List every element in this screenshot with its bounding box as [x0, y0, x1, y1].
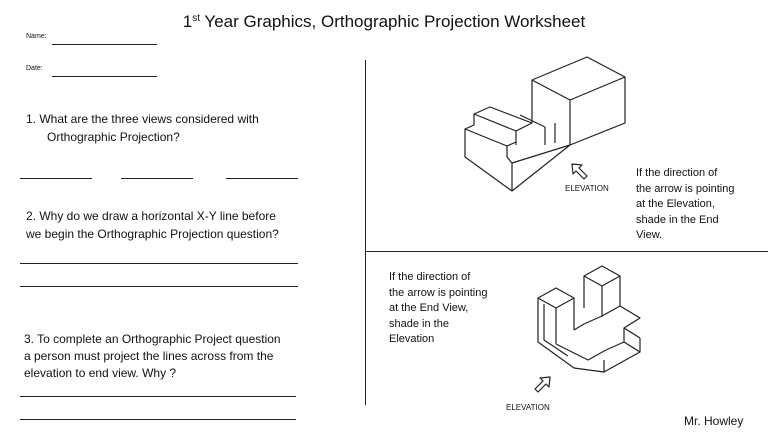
bottom-note-line: If the direction of	[389, 271, 471, 283]
top-note-line: at the Elevation,	[636, 198, 715, 210]
top-elevation-label: ELEVATION	[565, 184, 609, 193]
vertical-divider	[365, 60, 366, 405]
question-1-line-2: Orthographic Projection?	[47, 130, 180, 144]
question-3-line-3: elevation to end view. Why ?	[24, 366, 177, 380]
top-note-line: View.	[636, 229, 663, 241]
question-2-line-2: we begin the Orthographic Projection question?	[26, 227, 279, 241]
answer-1b-line[interactable]	[121, 178, 193, 179]
title-sup: st	[192, 13, 201, 24]
question-3-line-2: a person must project the lines across from the	[24, 349, 274, 363]
title-rest: Year Graphics, Orthographic Projection Worksheet	[200, 12, 586, 31]
answer-3a-line[interactable]	[20, 396, 296, 397]
bottom-instruction-note	[389, 270, 487, 348]
arrow-up-left-icon	[570, 162, 590, 180]
question-2-line-1: 2. Why do we draw a horizontal X-Y line before	[26, 209, 276, 223]
top-note-line: the arrow is pointing	[636, 182, 735, 195]
top-note-line: If the direction of	[636, 167, 718, 179]
date-label: Date:	[26, 65, 43, 72]
arrow-up-right-icon	[532, 375, 552, 393]
question-3-line-1: 3. To complete an Orthographic Project question	[24, 332, 281, 346]
bottom-elevation-label: ELEVATION	[506, 403, 550, 412]
title-prefix: 1	[182, 12, 193, 31]
top-instruction-note	[636, 166, 734, 244]
answer-3b-line[interactable]	[20, 419, 296, 420]
answer-2b-line[interactable]	[20, 286, 298, 287]
name-field[interactable]	[52, 44, 157, 45]
author-signature: Mr. Howley	[684, 414, 744, 428]
answer-2a-line[interactable]	[20, 263, 298, 264]
horizontal-divider	[366, 251, 768, 252]
answer-1a-line[interactable]	[20, 178, 92, 179]
cross-block-drawing	[528, 260, 668, 385]
stepped-block-drawing	[460, 45, 640, 195]
bottom-note-line: at the End View,	[389, 302, 469, 314]
bottom-note-line: shade in the	[389, 317, 449, 330]
top-note-line: shade in the End	[636, 213, 719, 226]
date-field[interactable]	[52, 76, 157, 77]
answer-1c-line[interactable]	[226, 178, 298, 179]
question-1-line-1: 1. What are the three views considered with	[26, 112, 259, 126]
bottom-note-line: the arrow is pointing	[389, 286, 488, 299]
name-label: Name:	[26, 33, 47, 40]
page-title	[0, 12, 768, 32]
bottom-note-line: Elevation	[389, 333, 435, 345]
